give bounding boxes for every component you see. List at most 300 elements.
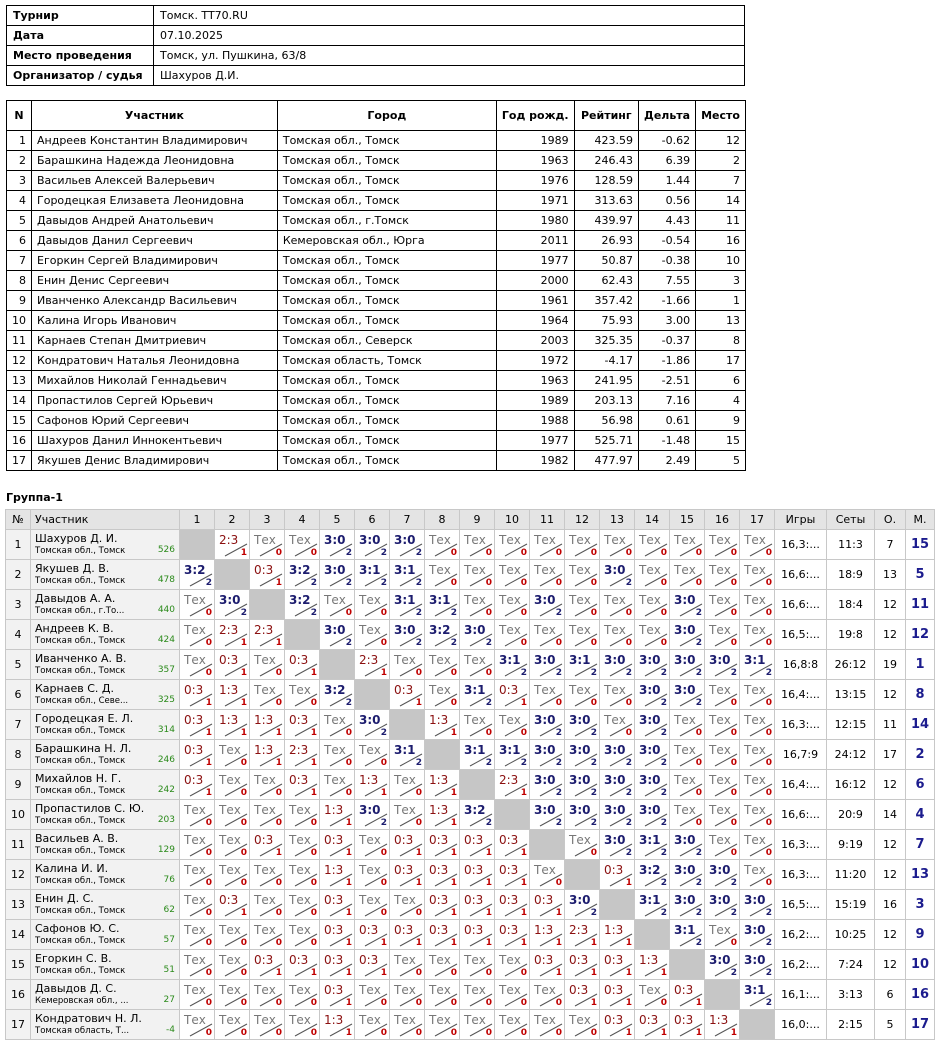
match-score: 0:3 <box>324 953 344 967</box>
match-result-cell <box>180 710 215 740</box>
match-result-cell <box>250 980 285 1010</box>
match-result-cell <box>635 620 670 650</box>
match-result-cell <box>705 950 740 980</box>
match-points: 0 <box>205 998 212 1008</box>
match-score: 0:3 <box>324 923 344 937</box>
match-result-cell <box>530 740 565 770</box>
match-points: 2 <box>660 908 667 918</box>
match-score: 3:2 <box>429 623 451 637</box>
participant-cell-0: 3 <box>7 171 32 191</box>
player-name: Сафонов Ю. С. <box>35 922 120 935</box>
match-score: Тех <box>219 743 241 757</box>
match-points: 0 <box>520 548 527 558</box>
match-points: 0 <box>590 1028 597 1038</box>
match-score: 3:1 <box>394 593 416 607</box>
match-points: 0 <box>310 938 317 948</box>
match-score: 1:3 <box>254 713 274 727</box>
match-points: 0 <box>625 698 632 708</box>
match-score: Тех <box>569 833 591 847</box>
match-result-cell <box>390 830 425 860</box>
match-points: 1 <box>520 788 527 798</box>
match-score: 0:3 <box>604 983 624 997</box>
match-score: Тех <box>184 893 206 907</box>
match-result-cell <box>425 770 460 800</box>
match-points: 2 <box>695 908 702 918</box>
match-score: 1:3 <box>709 1013 729 1027</box>
player-games: 16,6:... <box>775 560 827 590</box>
match-points: 0 <box>625 728 632 738</box>
col-header-opponent: 11 <box>530 510 565 530</box>
player-row <box>6 590 935 620</box>
match-result-cell <box>530 560 565 590</box>
participant-cell-4: -4.17 <box>574 351 638 371</box>
player-row <box>6 560 935 590</box>
match-result-cell <box>390 890 425 920</box>
participant-cell-2: Томская обл., Томск <box>277 411 496 431</box>
match-points: 1 <box>310 728 317 738</box>
match-points: 2 <box>485 698 492 708</box>
player-row <box>6 620 935 650</box>
participant-cell-0: 15 <box>7 411 32 431</box>
match-score: Тех <box>499 713 521 727</box>
match-result-cell <box>670 770 705 800</box>
match-score: 3:0 <box>324 533 346 547</box>
match-result-cell <box>250 860 285 890</box>
match-points: 0 <box>730 578 737 588</box>
match-score: 1:3 <box>324 803 344 817</box>
match-score: 3:0 <box>569 713 591 727</box>
tournament-info-table <box>6 5 745 86</box>
match-result-cell <box>425 980 460 1010</box>
participant-cell-6: 5 <box>696 451 746 471</box>
match-result-cell <box>180 560 215 590</box>
match-score: Тех <box>289 893 311 907</box>
match-points: 0 <box>275 908 282 918</box>
player-sets: 2:15 <box>827 1010 875 1040</box>
match-score: 3:0 <box>674 683 696 697</box>
match-score: 3:2 <box>324 683 346 697</box>
match-points: 0 <box>345 728 352 738</box>
match-points: 0 <box>240 788 247 798</box>
participant-cell-4: 357.42 <box>574 291 638 311</box>
player-place: 1 <box>906 650 935 680</box>
match-points: 1 <box>345 938 352 948</box>
match-score: 0:3 <box>289 953 309 967</box>
match-result-cell <box>355 530 390 560</box>
match-points: 0 <box>275 938 282 948</box>
player-city: Томская обл., Томск <box>35 576 126 586</box>
match-points: 0 <box>555 878 562 888</box>
col-header-opponent: 15 <box>670 510 705 530</box>
match-points: 2 <box>660 698 667 708</box>
player-city: Томская обл., Томск <box>35 936 126 946</box>
player-sets: 10:25 <box>827 920 875 950</box>
participant-row <box>7 151 746 171</box>
match-result-cell <box>320 590 355 620</box>
match-points: 2 <box>590 818 597 828</box>
match-points: 0 <box>765 818 772 828</box>
match-score: 3:0 <box>674 863 696 877</box>
participant-cell-5: 2.49 <box>639 451 696 471</box>
match-points: 1 <box>240 698 247 708</box>
match-result-cell <box>460 650 495 680</box>
match-score: 3:1 <box>359 563 381 577</box>
col-header-opponent: 12 <box>565 510 600 530</box>
match-result-cell <box>320 530 355 560</box>
match-score: Тех <box>219 983 241 997</box>
match-score: 0:3 <box>534 893 554 907</box>
player-city: Томская обл., Томск <box>35 666 126 676</box>
participant-cell-0: 7 <box>7 251 32 271</box>
match-points: 0 <box>380 848 387 858</box>
match-score: 3:1 <box>464 743 486 757</box>
player-place: 11 <box>906 590 935 620</box>
player-games: 16,6:... <box>775 590 827 620</box>
participant-cell-3: 1989 <box>496 391 574 411</box>
match-score: 0:3 <box>429 833 449 847</box>
match-score: Тех <box>569 683 591 697</box>
match-result-cell <box>425 680 460 710</box>
match-score: Тех <box>569 623 591 637</box>
player-rating: 62 <box>163 905 175 915</box>
player-city: Томская обл., Томск <box>35 816 126 826</box>
participant-cell-6: 15 <box>696 431 746 451</box>
participant-row <box>7 411 746 431</box>
match-points: 1 <box>590 968 597 978</box>
match-score: Тех <box>464 1013 486 1027</box>
match-score: 0:3 <box>289 773 309 787</box>
match-result-cell <box>635 710 670 740</box>
participant-cell-2: Томская обл., Томск <box>277 371 496 391</box>
match-score: Тех <box>744 683 766 697</box>
match-points: 1 <box>555 968 562 978</box>
match-points: 0 <box>765 638 772 648</box>
match-result-cell <box>635 530 670 560</box>
match-result-cell <box>740 560 775 590</box>
match-points: 2 <box>695 848 702 858</box>
match-points: 2 <box>695 698 702 708</box>
match-score: Тех <box>324 713 346 727</box>
self-cell <box>425 740 460 770</box>
match-score: Тех <box>184 863 206 877</box>
match-points: 1 <box>590 938 597 948</box>
player-points: 17 <box>875 740 906 770</box>
match-score: Тех <box>674 743 696 757</box>
match-points: 2 <box>485 638 492 648</box>
player-rating: 246 <box>157 755 175 765</box>
match-result-cell <box>355 560 390 590</box>
match-score: Тех <box>359 893 381 907</box>
match-points: 0 <box>415 1028 422 1038</box>
match-points: 1 <box>345 878 352 888</box>
player-games: 16,2:... <box>775 950 827 980</box>
match-score: Тех <box>359 833 381 847</box>
participant-cell-5: 7.55 <box>639 271 696 291</box>
participant-cell-2: Кемеровская обл., Юрга <box>277 231 496 251</box>
col-header-opponent: 6 <box>355 510 390 530</box>
match-result-cell <box>285 1010 320 1040</box>
match-result-cell <box>495 920 530 950</box>
match-result-cell <box>320 980 355 1010</box>
match-result-cell <box>320 770 355 800</box>
player-points: 16 <box>875 890 906 920</box>
match-points: 0 <box>485 608 492 618</box>
match-score: Тех <box>324 743 346 757</box>
match-score: 2:3 <box>219 533 239 547</box>
match-result-cell <box>740 710 775 740</box>
player-row <box>6 650 935 680</box>
player-games: 16,7:9 <box>775 740 827 770</box>
match-result-cell <box>530 620 565 650</box>
round-robin-header-row <box>6 510 935 530</box>
match-result-cell <box>495 620 530 650</box>
match-result-cell <box>215 920 250 950</box>
self-cell <box>355 680 390 710</box>
match-result-cell <box>740 530 775 560</box>
match-score: 0:3 <box>254 833 274 847</box>
match-result-cell <box>565 680 600 710</box>
match-score: Тех <box>639 623 661 637</box>
match-result-cell <box>565 890 600 920</box>
match-score: Тех <box>289 683 311 697</box>
player-games: 16,6:... <box>775 800 827 830</box>
match-points: 2 <box>380 578 387 588</box>
match-points: 0 <box>730 638 737 648</box>
match-score: 0:3 <box>569 983 589 997</box>
match-score: Тех <box>744 773 766 787</box>
match-score: 1:3 <box>254 743 274 757</box>
match-score: 3:0 <box>639 743 661 757</box>
participant-cell-5: 7.16 <box>639 391 696 411</box>
match-result-cell <box>460 830 495 860</box>
match-result-cell <box>250 650 285 680</box>
match-result-cell <box>250 740 285 770</box>
match-points: 0 <box>450 548 457 558</box>
match-result-cell <box>425 620 460 650</box>
match-points: 0 <box>450 998 457 1008</box>
match-result-cell <box>600 590 635 620</box>
match-result-cell <box>320 950 355 980</box>
match-result-cell <box>600 560 635 590</box>
player-cell <box>31 860 180 890</box>
match-result-cell <box>495 830 530 860</box>
match-score: 0:3 <box>289 653 309 667</box>
player-name: Васильев А. В. <box>35 832 119 845</box>
match-result-cell <box>705 650 740 680</box>
match-result-cell <box>530 590 565 620</box>
match-score: Тех <box>534 683 556 697</box>
match-points: 0 <box>450 968 457 978</box>
match-result-cell <box>565 620 600 650</box>
match-result-cell <box>285 920 320 950</box>
match-score: Тех <box>464 653 486 667</box>
match-score: Тех <box>219 773 241 787</box>
match-points: 2 <box>625 818 632 828</box>
match-result-cell <box>635 860 670 890</box>
match-score: Тех <box>499 953 521 967</box>
match-score: 3:0 <box>604 653 626 667</box>
player-city: Томская обл., Томск <box>35 906 126 916</box>
match-result-cell <box>180 890 215 920</box>
match-result-cell <box>530 860 565 890</box>
match-score: 0:3 <box>394 863 414 877</box>
col-header-opponent: 1 <box>180 510 215 530</box>
player-number: 1 <box>6 530 31 560</box>
match-points: 2 <box>730 878 737 888</box>
match-score: Тех <box>254 683 276 697</box>
match-score: 2:3 <box>499 773 519 787</box>
match-result-cell <box>460 890 495 920</box>
match-result-cell <box>215 740 250 770</box>
match-score: 3:0 <box>674 623 696 637</box>
match-points: 0 <box>730 698 737 708</box>
self-cell <box>390 710 425 740</box>
match-points: 0 <box>660 608 667 618</box>
match-result-cell <box>425 830 460 860</box>
participant-row <box>7 371 746 391</box>
participant-cell-4: 203.13 <box>574 391 638 411</box>
participant-row <box>7 271 746 291</box>
match-score: Тех <box>429 563 451 577</box>
match-points: 2 <box>240 608 247 618</box>
match-score: Тех <box>709 743 731 757</box>
match-score: 3:1 <box>499 653 521 667</box>
player-place: 6 <box>906 770 935 800</box>
info-row-date <box>7 26 745 46</box>
match-score: Тех <box>254 653 276 667</box>
self-cell <box>565 860 600 890</box>
player-games: 16,4:... <box>775 680 827 710</box>
participant-cell-1: Городецкая Елизавета Леонидовна <box>32 191 278 211</box>
match-points: 1 <box>520 848 527 858</box>
match-result-cell <box>670 680 705 710</box>
match-result-cell <box>740 650 775 680</box>
participant-cell-6: 8 <box>696 331 746 351</box>
participant-cell-0: 11 <box>7 331 32 351</box>
match-score: Тех <box>674 713 696 727</box>
match-result-cell <box>285 530 320 560</box>
match-score: 0:3 <box>324 893 344 907</box>
match-points: 1 <box>625 998 632 1008</box>
match-points: 0 <box>380 908 387 918</box>
match-points: 0 <box>520 638 527 648</box>
match-score: 0:3 <box>569 953 589 967</box>
match-points: 2 <box>415 548 422 558</box>
match-result-cell <box>600 680 635 710</box>
match-score: Тех <box>674 773 696 787</box>
match-score: 3:0 <box>604 803 626 817</box>
match-result-cell <box>180 950 215 980</box>
info-label: Дата <box>7 26 154 46</box>
match-points: 0 <box>765 758 772 768</box>
match-points: 0 <box>485 998 492 1008</box>
player-name: Михайлов Н. Г. <box>35 772 122 785</box>
participant-cell-5: -0.37 <box>639 331 696 351</box>
player-games: 16,4:... <box>775 770 827 800</box>
match-result-cell <box>495 740 530 770</box>
match-score: 2:3 <box>569 923 589 937</box>
match-points: 0 <box>765 848 772 858</box>
player-points: 12 <box>875 620 906 650</box>
match-score: 0:3 <box>604 953 624 967</box>
match-result-cell <box>705 710 740 740</box>
match-score: Тех <box>254 533 276 547</box>
match-points: 2 <box>345 548 352 558</box>
match-result-cell <box>705 890 740 920</box>
player-city: Томская обл., Томск <box>35 846 126 856</box>
col-header-opponent: 17 <box>740 510 775 530</box>
participant-cell-1: Енин Денис Сергеевич <box>32 271 278 291</box>
match-points: 1 <box>625 1028 632 1038</box>
match-points: 0 <box>240 878 247 888</box>
match-result-cell <box>670 1010 705 1040</box>
player-number: 9 <box>6 770 31 800</box>
match-score: Тех <box>289 533 311 547</box>
match-points: 2 <box>660 758 667 768</box>
participant-cell-1: Калина Игорь Иванович <box>32 311 278 331</box>
match-score: Тех <box>359 983 381 997</box>
player-rating: 314 <box>157 725 175 735</box>
player-number: 5 <box>6 650 31 680</box>
match-score: 3:0 <box>639 683 661 697</box>
player-sets: 3:13 <box>827 980 875 1010</box>
match-result-cell <box>670 800 705 830</box>
participant-cell-0: 16 <box>7 431 32 451</box>
player-points: 14 <box>875 800 906 830</box>
match-result-cell <box>390 530 425 560</box>
player-points: 6 <box>875 980 906 1010</box>
match-result-cell <box>355 980 390 1010</box>
match-score: Тех <box>709 683 731 697</box>
participant-cell-1: Васильев Алексей Валерьевич <box>32 171 278 191</box>
info-value: Шахуров Д.И. <box>154 66 745 86</box>
match-points: 1 <box>275 728 282 738</box>
match-result-cell <box>600 740 635 770</box>
player-city: Томская обл., Томск <box>35 756 126 766</box>
participant-cell-5: -1.86 <box>639 351 696 371</box>
participant-cell-1: Сафонов Юрий Сергеевич <box>32 411 278 431</box>
participant-row <box>7 431 746 451</box>
participant-cell-0: 1 <box>7 131 32 151</box>
match-score: Тех <box>499 533 521 547</box>
player-name: Иванченко А. В. <box>35 652 127 665</box>
match-points: 0 <box>240 848 247 858</box>
match-score: Тех <box>744 623 766 637</box>
match-points: 1 <box>625 968 632 978</box>
self-cell <box>250 590 285 620</box>
match-points: 0 <box>485 728 492 738</box>
participant-cell-3: 1972 <box>496 351 574 371</box>
player-city: Томская область, Т... <box>35 1026 130 1036</box>
player-rating: 526 <box>157 545 175 555</box>
player-cell <box>31 680 180 710</box>
match-points: 0 <box>415 818 422 828</box>
player-city: Томская обл., Томск <box>35 726 126 736</box>
match-score: 3:0 <box>744 893 766 907</box>
match-score: 3:0 <box>569 893 591 907</box>
match-score: Тех <box>604 683 626 697</box>
match-result-cell <box>215 530 250 560</box>
match-score: Тех <box>744 833 766 847</box>
match-result-cell <box>180 590 215 620</box>
match-result-cell <box>320 680 355 710</box>
match-score: 3:0 <box>359 803 381 817</box>
match-points: 2 <box>520 758 527 768</box>
match-points: 2 <box>660 788 667 798</box>
participant-row <box>7 391 746 411</box>
match-score: Тех <box>429 953 451 967</box>
match-result-cell <box>740 860 775 890</box>
